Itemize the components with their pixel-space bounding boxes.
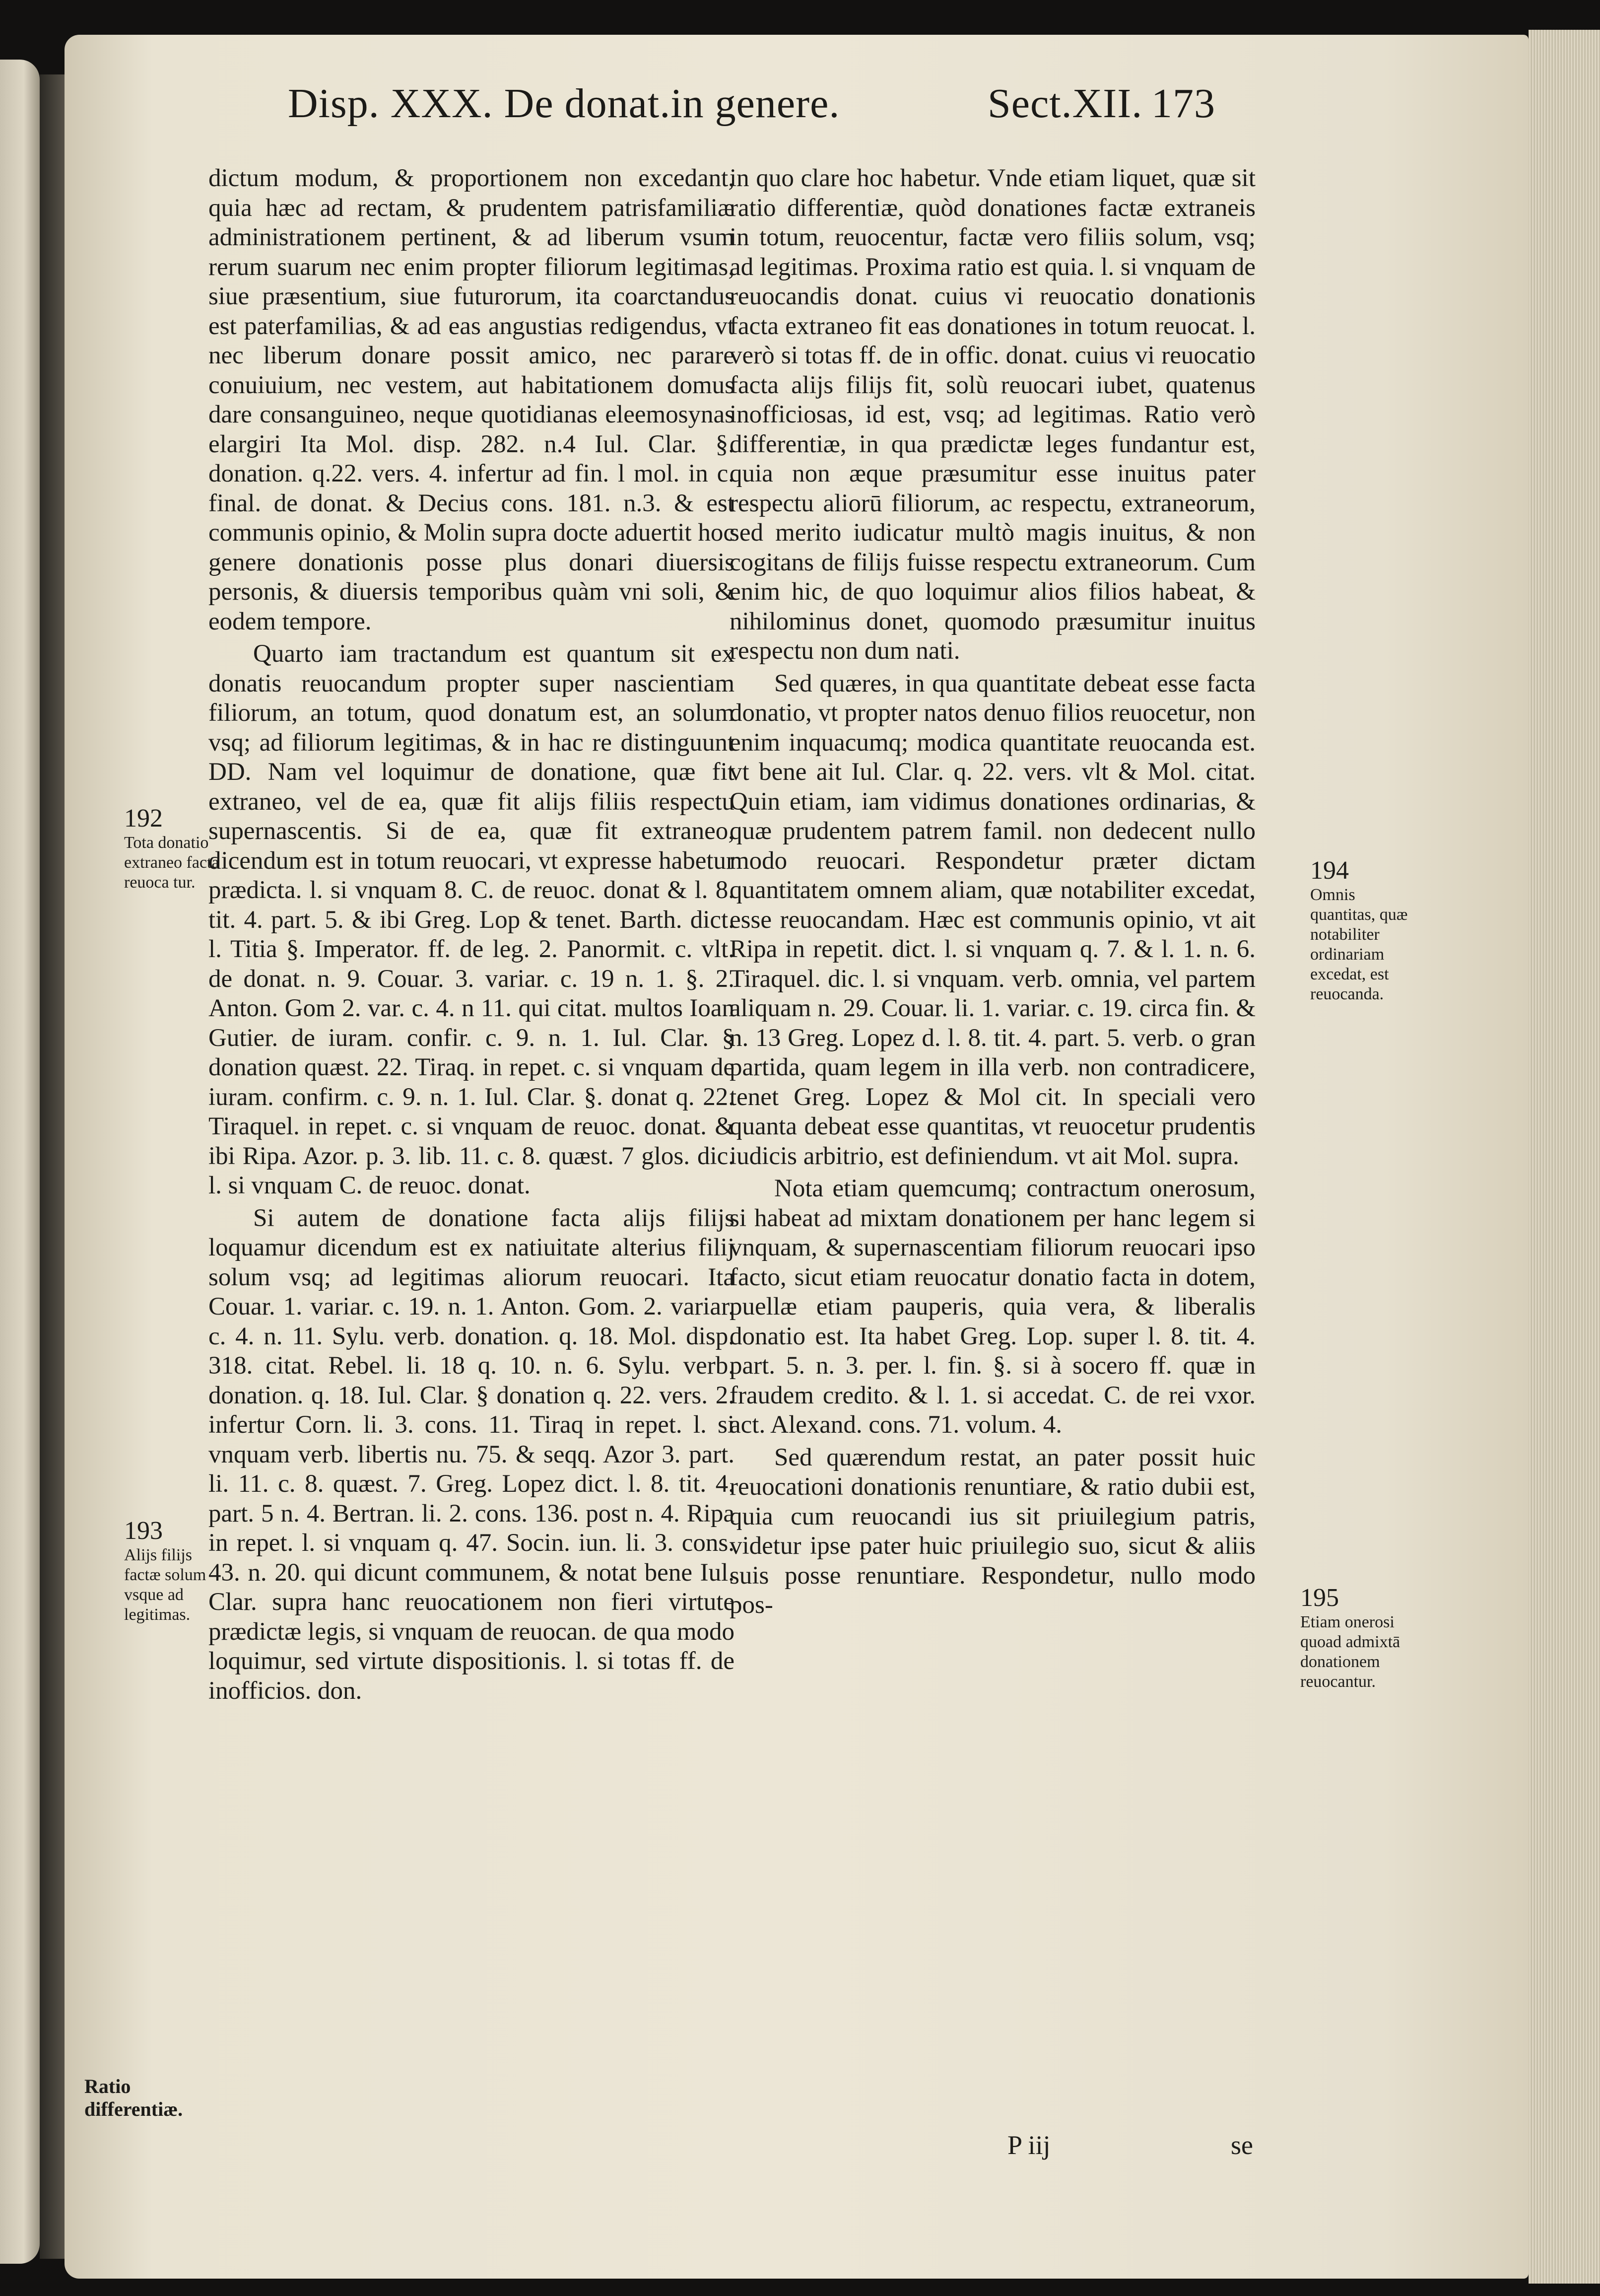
margin-note-number: 192 — [124, 804, 163, 833]
margin-note-text: Alijs filijs factæ solum vsque ad legitimas. — [124, 1546, 206, 1624]
left-column — [208, 164, 734, 1706]
book-page-edges — [1529, 30, 1600, 2284]
margin-note-text: Tota donatio extraneo facta reuoca tur. — [124, 834, 219, 892]
margin-note-number: 193 — [124, 1517, 163, 1545]
margin-note-text: Ratio differentiæ. — [84, 2075, 183, 2120]
margin-note-text: Etiam onerosi quoad admixtā donationem reuocantur. — [1300, 1613, 1400, 1691]
margin-note-number: 195 — [1300, 1584, 1339, 1612]
margin-note-number: 194 — [1310, 856, 1349, 885]
paragraph: Sed quæres, in qua quantitate debeat esse facta donatio, vt propter natos denuo filios reuocetur, non enim inquacumq; modica quantitate reuocanda est. vt bene ait Iul. Clar. q. 22. vers. vlt & Mol. citat. Quin etiam, iam vidimus donationes ordinarias, & quæ prudentem patrem famil. non dedecent nullo modo reuocari. Respondetur præter dictam quantitatem omnem aliam, quæ notabiliter excedat, esse reuocandam. Hæc est communis opinio, vt ait Ripa in repetit. dict. l. si vnquam q. 7. & l. 1. n. 6. Tiraquel. dic. l. si vnquam. verb. omnia, vel partem aliquam n. 29. Couar. li. 1. variar. c. 19. circa fin. & n. 13 Greg. Lopez d. l. 8. tit. 4. part. 5. verb. o gran partida, quam legem in illa verb. non contradicere, tenet Greg. Lopez & Mol cit. In speciali vero quanta debeat esse quantitas, vt reuocetur prudentis iudicis arbitrio, est definiendum. vt ait Mol. supra. — [730, 669, 1256, 1170]
running-head — [223, 79, 1385, 139]
margin-note-ratio — [84, 2075, 213, 2121]
paragraph: dictum modum, & proportionem non excedant, quia hæc ad rectam, & prudentem patrisfamiliæ administrationem pertinent, & ad liberum vsum rerum suarum nec enim propter filiorum legitimas, siue præsentium, siue futurorum, ita coarctandus est paterfamilias, & ad eas angustias redigendus, vt nec liberum donare possit amico, nec parare conuiuium, nec vestem, aut habitationem domus dare consanguineo, neque quotidianas eleemosynas elargiri Ita Mol. disp. 282. n.4 Iul. Clar. §. donation. q.22. vers. 4. infertur ad fin. l mol. in c. final. de donat. & Decius cons. 181. n.3. & est communis opinio, & Molin supra docte aduertit hoc genere donationis posse plus donari diuersis personis, & diuersis temporibus quàm vni soli, & eodem tempore. — [208, 164, 734, 635]
margin-note-193 — [124, 1517, 223, 1625]
right-column — [730, 164, 1256, 1620]
signature-mark: P iij — [1007, 2130, 1051, 2160]
running-head-title: Disp. XXX. De donat.in genere. — [288, 80, 840, 127]
margin-note-195 — [1300, 1584, 1409, 1692]
paragraph: Nota etiam quemcumq; contractum onerosum, si habeat ad mixtam donationem per hanc legem si vnquam, & supernascentiam filiorum reuocari ipso facto, sicut etiam reuocatur donatio facta in dotem, puellæ etiam pauperis, quia vera, & liberalis donatio est. Ita habet Greg. Lop. super l. 8. tit. 4. part. 5. n. 3. per. l. fin. §. si à socero ff. quæ in fraudem credito. & l. 1. si accedat. C. de rei vxor. act. Alexand. cons. 71. volum. 4. — [730, 1175, 1256, 1439]
paragraph: Quarto iam tractandum est quantum sit ex donatis reuocandum propter super nascientiam filiorum, an totum, quod donatum est, an solum vsq; ad filiorum legitimas, & in hac re distinguunt DD. Nam vel loquimur de donatione, quæ fit extraneo, vel de ea, quæ fit alijs filiis respectu supernascentis. Si de ea, quæ fit extraneo, dicendum est in totum reuocari, vt expresse habetur prædicta. l. si vnquam 8. C. de reuoc. donat & l. 8. tit. 4. part. 5. & ibi Greg. Lop & tenet. Barth. dict. l. Titia §. Imperator. ff. de leg. 2. Panormit. c. vlt. de donat. n. 9. Couar. 3. variar. c. 19 n. 1. §. 2. Anton. Gom 2. var. c. 4. n 11. qui citat. multos Ioan Gutier. de iuram. confir. c. 9. n. 1. Iul. Clar. § donation quæst. 22. Tiraq. in repet. c. si vnquam de iuram. confirm. c. 9. n. 1. Iul. Clar. §. donat q. 22. Tiraquel. in repet. c. si vnquam de reuoc. donat. & ibi Ripa. Azor. p. 3. lib. 11. c. 8. quæst. 7 glos. dic. l. si vnquam C. de reuoc. donat. — [208, 640, 734, 1199]
previous-page-edge — [0, 60, 40, 2264]
page-number: 173 — [1151, 80, 1215, 127]
page-footer — [1007, 2130, 1305, 2164]
margin-note-text: Omnis quantitas, quæ notabiliter ordinariam excedat, est reuocanda. — [1310, 886, 1408, 1003]
paragraph: Sed quærendum restat, an pater possit huic reuocationi donationis renuntiare, & ratio dubii est, quia cum reuocandi ius sit priuilegium patris, videtur ipse pater huic priuilegio suo, sicut & aliis suis posse renuntiare. Respondetur, nullo modo pos- — [730, 1443, 1256, 1619]
paragraph: in quo clare hoc habetur. Vnde etiam liquet, quæ sit ratio differentiæ, quòd donationes factæ extraneis in totum, reuocentur, factæ vero filiis solum, vsq; ad legitimas. Proxima ratio est quia. l. si vnquam de reuocandis donat. cuius vi reuocatio donationis facta extraneo fit eas donationes in totum reuocat. l. verò si totas ff. de in offic. donat. cuius vi reuocatio facta alijs filijs fit, solù reuocari iubet, quatenus inofficiosas, id est, vsq; ad legitimas. Ratio verò differentiæ, in qua prædictæ leges fundantur est, quia non æque præsumitur esse inuitus pater respectu aliorū filiorum, ac respectu, extraneorum, sed merito iudicatur multò magis inuitus, & non cogitans de filijs fuisse respectu extraneorum. Cum enim hic, de quo loquimur alios filios habeat, & nihilominus donet, quomodo præsumitur inuitus respectu non dum nati. — [730, 164, 1256, 665]
running-head-section: Sect.XII. — [988, 80, 1143, 127]
margin-note-192 — [124, 804, 223, 893]
margin-note-194 — [1310, 856, 1414, 1004]
catchword: se — [1231, 2130, 1253, 2160]
paragraph: Si autem de donatione facta alijs filijs loquamur dicendum est ex natiuitate alterius filij solum vsq; ad legitimas aliorum reuocari. Ita Couar. 1. variar. c. 19. n. 1. Anton. Gom. 2. variar. c. 4. n. 11. Sylu. verb. donation. q. 18. Mol. disp. 318. citat. Rebel. li. 18 q. 10. n. 6. Sylu. verb. donation. q. 18. Iul. Clar. § donation q. 22. vers. 2. infertur Corn. li. 3. cons. 11. Tiraq in repet. l. si vnquam verb. libertis nu. 75. & seqq. Azor 3. part. li. 11. c. 8. quæst. 7. Greg. Lopez dict. l. 8. tit. 4. part. 5 n. 4. Bertran. li. 2. cons. 136. post n. 4. Ripa in repet. l. si vnquam q. 47. Socin. iun. li. 3. cons. 43. n. 20. qui dicunt communem, & notat bene Iul. Clar. supra hanc reuocationem non fieri virtute prædictæ legis, si vnquam de reuocan. de qua modo loquimur, sed virtute dispositionis. l. si totas ff. de inofficios. don. — [208, 1204, 734, 1705]
